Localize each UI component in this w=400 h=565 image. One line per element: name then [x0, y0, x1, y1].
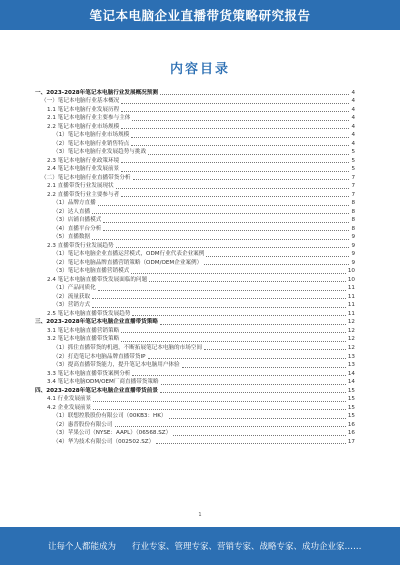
toc-dot-leader — [161, 384, 346, 385]
toc-entry-page: 8 — [351, 208, 355, 215]
toc-entry-text: （3）苹果公司（NYSE：AAPL）（06568.SZ） — [53, 430, 172, 437]
toc-entry[interactable] — [35, 343, 355, 352]
toc-entry-text: 1.1 笔记本电脑行业发展历程 — [47, 106, 120, 113]
toc-entry[interactable] — [35, 190, 355, 199]
toc-dot-leader — [121, 341, 346, 342]
toc-entry-page: 10 — [347, 276, 355, 283]
toc-entry-text: （3）笔记本电脑直播营销模式 — [53, 268, 130, 275]
toc-entry[interactable] — [35, 284, 355, 293]
toc-dot-leader — [92, 239, 349, 240]
toc-entry-text: 2.3 笔记本电脑行业政策环境 — [47, 157, 120, 164]
toc-dot-leader — [132, 120, 349, 121]
toc-entry[interactable] — [35, 267, 355, 276]
toc-entry[interactable] — [35, 131, 355, 140]
toc-entry-page: 13 — [347, 353, 355, 360]
toc-entry[interactable] — [35, 429, 355, 438]
toc-entry[interactable] — [35, 318, 355, 327]
report-title: 笔记本电脑企业直播带货策略研究报告 — [89, 8, 311, 23]
toc-entry[interactable] — [35, 216, 355, 225]
toc-entry[interactable] — [35, 148, 355, 157]
toc-dot-leader — [103, 222, 349, 223]
toc-entry-text: （2）达人直播 — [53, 208, 91, 215]
toc-dot-leader — [92, 213, 349, 214]
toc-entry-text: 2.1 笔记本电脑行业主要参与主体 — [47, 115, 131, 122]
toc-dot-leader — [160, 94, 349, 95]
toc-dot-leader — [132, 315, 345, 316]
toc-dot-leader — [93, 401, 346, 402]
toc-entry-page: 11 — [347, 293, 355, 300]
toc-entry-text: （3）笔记本电脑行业发展趋势与挑战 — [53, 149, 147, 156]
toc-entry-page: 14 — [347, 370, 355, 377]
toc-entry[interactable] — [35, 335, 355, 344]
toc-entry[interactable] — [35, 165, 355, 174]
toc-dot-leader — [121, 332, 346, 333]
toc-entry-page: 8 — [351, 200, 355, 207]
toc-dot-leader — [204, 264, 349, 265]
toc-entry[interactable] — [35, 352, 355, 361]
toc-entry[interactable] — [35, 250, 355, 259]
toc-dot-leader — [148, 154, 349, 155]
toc-entry-page: 15 — [347, 413, 355, 420]
toc-entry-text: 2.2 直播带货行业主要参与者 — [47, 191, 120, 198]
toc-entry-text: （2）惠普股份有限公司 — [53, 421, 113, 428]
toc-entry[interactable] — [35, 378, 355, 387]
footer-tagline: 行业专家、管理专家、营销专家、战略专家、成功企业家…… — [132, 542, 362, 552]
toc-entry-text: （4）华为技术有限公司（002502.SZ） — [53, 438, 155, 445]
toc-entry-text: （1）联想控股股份有限公司（00KB3：HK） — [53, 413, 167, 420]
toc-entry-page: 8 — [351, 217, 355, 224]
toc-dot-leader — [133, 179, 350, 180]
toc-entry[interactable] — [35, 88, 355, 97]
toc-dot-leader — [121, 171, 349, 172]
toc-entry[interactable] — [35, 114, 355, 123]
toc-dot-leader — [131, 137, 349, 138]
toc-entry-text: （2）笔记本电脑行业销售特点 — [53, 140, 130, 147]
toc-dot-leader — [149, 281, 346, 282]
toc-heading: 内容目录 — [169, 62, 230, 77]
toc-entry[interactable] — [35, 292, 355, 301]
toc-entry-text: （3）提高直播带货能力，提升笔记本电脑用户体验 — [53, 362, 180, 369]
toc-dot-leader — [103, 230, 349, 231]
toc-entry-page: 4 — [351, 115, 355, 122]
toc-entry-page: 17 — [347, 438, 355, 445]
toc-entry-page: 7 — [351, 183, 355, 190]
toc-entry-text: 一、2023-2028年笔记本电脑行业发展概况预测 — [35, 89, 158, 96]
toc-dot-leader — [160, 392, 346, 393]
toc-entry-page: 9 — [351, 251, 355, 258]
toc-dot-leader — [160, 324, 346, 325]
toc-entry-text: 2.2 笔记本电脑行业市场规模 — [47, 123, 120, 130]
toc-entry[interactable] — [35, 122, 355, 131]
footer-slogan: 让每个人都能成为 — [48, 542, 117, 552]
toc-dot-leader — [93, 409, 346, 410]
toc-dot-leader — [156, 443, 346, 444]
toc-entry-text: （2）笔记本电脑品牌直播营销策略（ODM/OEM企业案例） — [53, 259, 203, 266]
toc-dot-leader — [169, 418, 346, 419]
toc-entry[interactable] — [35, 437, 355, 446]
toc-entry[interactable] — [35, 420, 355, 429]
page-footer — [0, 527, 400, 565]
toc-entry-page: 16 — [347, 421, 355, 428]
toc-entry-page: 5 — [351, 157, 355, 164]
toc-entry[interactable] — [35, 139, 355, 148]
toc-entry-page: 15 — [347, 404, 355, 411]
toc-entry-page: 7 — [351, 191, 355, 198]
toc-entry-text: 四、2023-2028年笔记本电脑企业直播带货前景 — [35, 387, 158, 394]
toc-entry-page: 4 — [351, 98, 355, 105]
toc-entry-page: 5 — [351, 166, 355, 173]
toc-entry-page: 5 — [351, 149, 355, 156]
toc-entry[interactable] — [35, 403, 355, 412]
toc-entry-page: 15 — [347, 396, 355, 403]
toc-dot-leader — [98, 205, 350, 206]
toc-entry-page: 7 — [351, 174, 355, 181]
toc-dot-leader — [121, 103, 349, 104]
toc-dot-leader — [173, 435, 346, 436]
toc-entry-text: （3）营销方式 — [53, 302, 91, 309]
toc-entry[interactable] — [35, 361, 355, 370]
toc-entry-text: 4.1 行业发展前景 — [47, 396, 92, 403]
toc-dot-leader — [121, 111, 349, 112]
toc-dot-leader — [92, 298, 346, 299]
toc-dot-leader — [131, 145, 349, 146]
toc-entry-page: 9 — [351, 234, 355, 241]
toc-dot-leader — [116, 247, 350, 248]
toc-entry-text: 三、2023-2028年笔记本电脑企业直播带货策略 — [35, 319, 158, 326]
toc-dot-leader — [204, 349, 346, 350]
toc-entry-text: （1）笔记本电脑企业直播运营模式，ODM行业代表企业案例 — [53, 251, 205, 258]
toc-entry[interactable] — [35, 369, 355, 378]
toc-entry-page: 13 — [347, 362, 355, 369]
toc-entry[interactable] — [35, 395, 355, 404]
toc-entry-page: 4 — [351, 132, 355, 139]
toc-entry[interactable] — [35, 412, 355, 421]
toc-entry-page: 12 — [347, 319, 355, 326]
toc-entry[interactable] — [35, 207, 355, 216]
toc-dot-leader — [92, 307, 346, 308]
toc-entry-page: 11 — [347, 285, 355, 292]
toc-entry-page: 9 — [351, 259, 355, 266]
toc-entry-page: 16 — [347, 430, 355, 437]
toc-dot-leader — [182, 367, 346, 368]
toc-entry-page: 12 — [347, 327, 355, 334]
toc-entry-text: （1）抓住直播带货的机遇，不断拓展笔记本电脑的市场空间 — [53, 344, 202, 351]
toc-entry[interactable] — [35, 309, 355, 318]
page-number: 1 — [198, 512, 202, 518]
toc-entry-page: 11 — [347, 310, 355, 317]
toc-entry-text: 2.1 直播带货行业发展现状 — [47, 183, 114, 190]
toc-dot-leader — [148, 358, 346, 359]
toc-entry-text: 2.5 笔记本电脑直播带货发展趋势 — [47, 310, 131, 317]
toc-entry[interactable] — [35, 156, 355, 165]
toc-entry[interactable] — [35, 182, 355, 191]
toc-entry-page: 8 — [351, 225, 355, 232]
toc-entry-page: 11 — [347, 302, 355, 309]
toc-entry-text: 4.2 企业发展前景 — [47, 404, 92, 411]
toc-entry-text: （1）产品同质化 — [53, 285, 96, 292]
toc-entry-page: 10 — [347, 268, 355, 275]
table-of-contents — [35, 88, 355, 446]
toc-entry-text: 2.4 笔记本电脑直播带货发展面临的问题 — [47, 276, 148, 283]
toc-entry-text: （3）店铺自播模式 — [53, 217, 102, 224]
toc-entry-page: 4 — [351, 140, 355, 147]
toc-entry-text: 3.1 笔记本电脑直播营销策略 — [47, 327, 120, 334]
page-header — [0, 0, 400, 30]
toc-entry-page: 4 — [351, 123, 355, 130]
toc-dot-leader — [121, 196, 349, 197]
toc-entry-page: 15 — [347, 387, 355, 394]
toc-entry-text: 3.2 笔记本电脑直播带货策略 — [47, 336, 120, 343]
toc-entry-text: （1）品牌方直播 — [53, 200, 96, 207]
toc-entry-text: 2.4 笔记本电脑行业发展前景 — [47, 166, 120, 173]
toc-entry-page: 9 — [351, 242, 355, 249]
toc-entry[interactable] — [35, 97, 355, 106]
toc-entry-text: 3.3 笔记本电脑直播带货案例分析 — [47, 370, 131, 377]
toc-entry[interactable] — [35, 258, 355, 267]
toc-entry-page: 14 — [347, 379, 355, 386]
toc-entry-page: 12 — [347, 344, 355, 351]
toc-entry[interactable] — [35, 386, 355, 395]
toc-entry[interactable] — [35, 173, 355, 182]
toc-entry[interactable] — [35, 275, 355, 284]
toc-entry[interactable] — [35, 301, 355, 310]
toc-dot-leader — [132, 375, 345, 376]
toc-entry[interactable] — [35, 233, 355, 242]
toc-entry-text: （二）笔记本电脑行业直播带货分析 — [41, 174, 131, 181]
toc-entry-text: （5）直播数据 — [53, 234, 91, 241]
toc-dot-leader — [121, 128, 349, 129]
toc-entry-text: 3.4 笔记本电脑ODM/OEM厂商直播带货策略 — [47, 379, 159, 386]
toc-entry-text: （2）流量获取 — [53, 293, 91, 300]
toc-entry-text: 2.3 直播带货行业发展趋势 — [47, 242, 114, 249]
toc-dot-leader — [206, 256, 349, 257]
toc-dot-leader — [121, 162, 349, 163]
toc-entry-page: 12 — [347, 336, 355, 343]
toc-dot-leader — [98, 290, 346, 291]
toc-entry-text: （1）笔记本电脑行业市场规模 — [53, 132, 130, 139]
toc-entry[interactable] — [35, 224, 355, 233]
toc-entry[interactable] — [35, 105, 355, 114]
toc-dot-leader — [131, 273, 346, 274]
toc-entry[interactable] — [35, 241, 355, 250]
toc-entry[interactable] — [35, 199, 355, 208]
toc-entry-text: （4）直播平台分析 — [53, 225, 102, 232]
toc-entry-page: 4 — [351, 89, 355, 96]
toc-dot-leader — [115, 426, 346, 427]
toc-dot-leader — [116, 188, 350, 189]
toc-entry-page: 4 — [351, 106, 355, 113]
toc-entry-text: （一）笔记本电脑行业基本概况 — [41, 98, 120, 105]
toc-entry[interactable] — [35, 326, 355, 335]
toc-entry-text: （2）打造笔记本电脑品牌直播带货IP — [53, 353, 146, 360]
